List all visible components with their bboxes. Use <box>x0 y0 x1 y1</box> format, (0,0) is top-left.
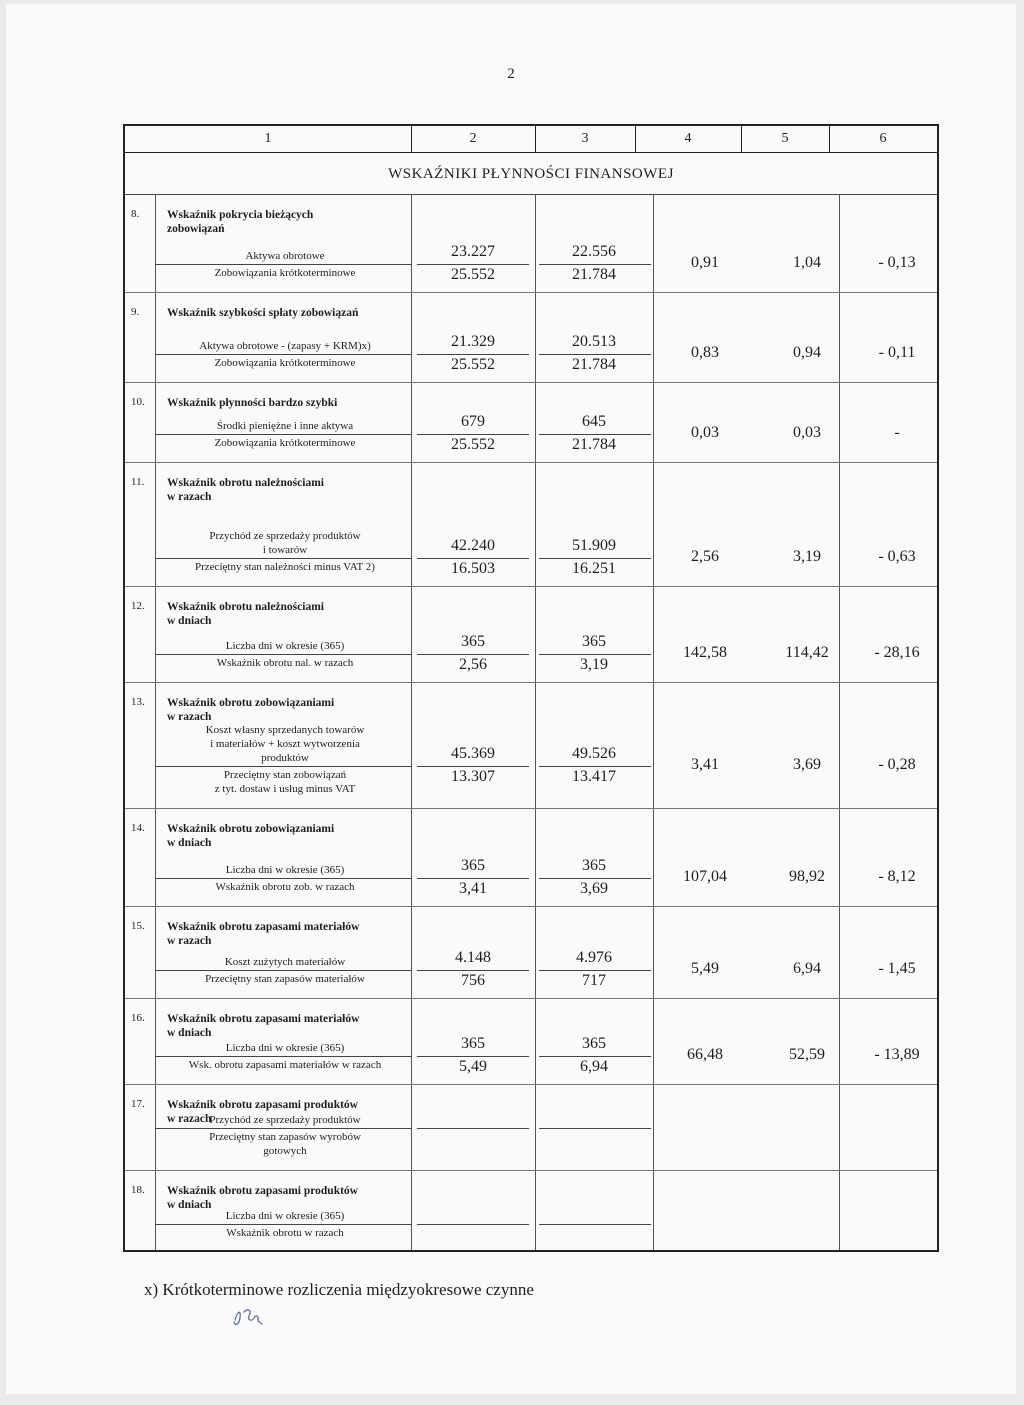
formula-denominator-line: Przeciętny stan zapasów wyrobów <box>209 1131 361 1143</box>
formula-numerator <box>159 419 411 433</box>
row-number: 13. <box>131 696 145 708</box>
fraction-line <box>155 434 411 435</box>
value-numerator: 365 <box>461 857 485 874</box>
ratio-value-c4: 0,91 <box>691 254 719 271</box>
value-denominator: 25.552 <box>451 266 495 283</box>
ratio-name <box>167 396 407 410</box>
ratio-value-c5: 6,94 <box>793 960 821 977</box>
ratio-value-c4: 66,48 <box>687 1046 723 1063</box>
value-numerator: 42.240 <box>451 537 495 554</box>
value-denominator: 25.552 <box>451 436 495 453</box>
table-row <box>125 382 937 462</box>
footnote: x) Krótkoterminowe rozliczenia międzyokresowe czynne <box>144 1280 534 1299</box>
ratio-value-c4: 3,41 <box>691 756 719 773</box>
formula-numerator <box>159 529 411 557</box>
fraction-line <box>155 354 411 355</box>
row-number: 15. <box>131 920 145 932</box>
value-denominator: 717 <box>582 972 606 989</box>
formula-denominator <box>159 880 411 894</box>
ratio-value-c4: 107,04 <box>683 868 727 885</box>
ratio-name <box>167 1184 407 1212</box>
ratio-value-c5: 52,59 <box>789 1046 825 1063</box>
value-denominator: 16.503 <box>451 560 495 577</box>
formula-denominator-line: Przeciętny stan należności minus VAT 2) <box>195 561 375 573</box>
ratio-name <box>167 696 407 724</box>
formula-numerator-line: Aktywa obrotowe - (zapasy + KRM)x) <box>199 340 371 352</box>
value-numerator: 4.148 <box>455 949 491 966</box>
ratio-name-line: Wskaźnik obrotu zapasami produktów <box>167 1185 358 1197</box>
formula-denominator-line: Zobowiązania krótkoterminowe <box>214 267 356 279</box>
formula-numerator <box>159 1209 411 1223</box>
value-numerator: 679 <box>461 413 485 430</box>
value-denominator: 13.417 <box>572 768 616 785</box>
value-fraction-line <box>417 878 529 879</box>
ratio-name-line: Wskaźnik obrotu zapasami materiałów <box>167 921 360 933</box>
value-denominator: 16.251 <box>572 560 616 577</box>
value-fraction-line <box>539 1224 651 1225</box>
section-title: WSKAŹNIKI PŁYNNOŚCI FINANSOWEJ <box>388 166 674 182</box>
ratio-name <box>167 476 407 504</box>
value-numerator: 365 <box>582 857 606 874</box>
header-col-1: 1 <box>264 131 272 146</box>
ratio-value-c6: - 13,89 <box>874 1046 920 1063</box>
value-denominator: 6,94 <box>580 1058 608 1075</box>
formula-numerator-line: Liczba dni w okresie (365) <box>225 1210 345 1222</box>
ratio-value-c5: 3,69 <box>793 756 821 773</box>
value-fraction-line <box>417 1128 529 1129</box>
formula-numerator-line: Aktywa obrotowe <box>245 250 325 262</box>
row-number: 10. <box>131 396 145 408</box>
row-number: 11. <box>131 476 145 488</box>
ratio-value-c5: 3,19 <box>793 548 821 565</box>
formula-numerator <box>159 639 411 653</box>
formula-denominator-line: gotowych <box>263 1145 307 1157</box>
value-denominator: 13.307 <box>451 768 495 785</box>
value-fraction-line <box>539 1128 651 1129</box>
ratio-value-c4: 5,49 <box>691 960 719 977</box>
value-numerator: 365 <box>461 1035 485 1052</box>
table-row <box>125 906 937 998</box>
value-numerator: 20.513 <box>572 333 616 350</box>
ratio-name-line: w razach <box>167 935 212 947</box>
value-fraction-line <box>417 766 529 767</box>
formula-numerator <box>159 249 411 263</box>
formula-numerator <box>159 723 411 765</box>
header-col-3: 3 <box>581 131 589 146</box>
fraction-line <box>155 1128 411 1129</box>
table-row <box>125 586 937 682</box>
formula-numerator-line: i materiałów + koszt wytworzenia <box>210 738 360 750</box>
row-number: 9. <box>131 306 140 318</box>
ratio-name-line: Wskaźnik obrotu zapasami produktów <box>167 1099 358 1111</box>
handwritten-signature <box>232 1306 266 1332</box>
formula-numerator-line: Koszt własny sprzedanych towarów <box>205 724 365 736</box>
ratio-name <box>167 1012 407 1040</box>
value-fraction-line <box>539 354 651 355</box>
formula-denominator-line: Wskaźnik obrotu zob. w razach <box>215 881 355 893</box>
ratio-value-c4: 0,03 <box>691 424 719 441</box>
header-col-6: 6 <box>879 131 887 146</box>
row-number: 16. <box>131 1012 145 1024</box>
fraction-line <box>155 1224 411 1225</box>
document-page <box>6 4 1016 1394</box>
formula-numerator-line: Liczba dni w okresie (365) <box>225 864 345 876</box>
value-numerator: 49.526 <box>572 745 616 762</box>
ratio-value-c4: 142,58 <box>683 644 727 661</box>
value-fraction-line <box>417 1224 529 1225</box>
ratio-name-line: w dniach <box>167 615 212 627</box>
table-row <box>125 998 937 1084</box>
row-number: 8. <box>131 208 140 220</box>
ratio-value-c6: - 0,28 <box>878 756 916 773</box>
value-denominator: 3,41 <box>459 880 487 897</box>
table-row <box>125 682 937 808</box>
ratio-name <box>167 208 407 236</box>
formula-numerator-line: Liczba dni w okresie (365) <box>225 640 345 652</box>
ratio-name <box>167 822 407 850</box>
ratio-value-c4: 0,83 <box>691 344 719 361</box>
formula-denominator-line: Przeciętny stan zobowiązań <box>223 769 347 781</box>
header-col-2: 2 <box>469 131 477 146</box>
fraction-line <box>155 1056 411 1057</box>
ratio-table <box>123 124 939 1252</box>
ratio-name-line: w dniach <box>167 1199 212 1211</box>
header-col-5: 5 <box>781 131 789 146</box>
ratio-value-c6: - 0,13 <box>878 254 916 271</box>
formula-numerator <box>159 1041 411 1055</box>
formula-numerator <box>159 1113 411 1127</box>
formula-denominator-line: Wskaźnik obrotu w razach <box>226 1227 344 1239</box>
value-fraction-line <box>539 264 651 265</box>
value-denominator: 21.784 <box>572 436 616 453</box>
formula-denominator <box>159 266 411 280</box>
value-fraction-line <box>417 558 529 559</box>
ratio-name-line: w dniach <box>167 837 212 849</box>
value-numerator: 365 <box>461 633 485 650</box>
ratio-name-line: w razach <box>167 491 212 503</box>
ratio-value-c5: 114,42 <box>785 644 829 661</box>
value-fraction-line <box>539 970 651 971</box>
value-fraction-line <box>417 970 529 971</box>
ratio-name-line: Wskaźnik obrotu zobowiązaniami <box>167 697 335 709</box>
table-row <box>125 1170 937 1252</box>
row-number: 12. <box>131 600 145 612</box>
ratio-name-line: Wskaźnik obrotu należnościami <box>167 477 324 489</box>
value-denominator: 21.784 <box>572 356 616 373</box>
formula-denominator-line: Zobowiązania krótkoterminowe <box>214 357 356 369</box>
formula-denominator <box>159 1130 411 1158</box>
ratio-value-c6: - 28,16 <box>874 644 920 661</box>
ratio-value-c6: - <box>894 424 900 441</box>
formula-denominator <box>159 356 411 370</box>
value-denominator: 2,56 <box>459 656 487 673</box>
value-denominator: 21.784 <box>572 266 616 283</box>
table-row <box>125 462 937 586</box>
value-numerator: 21.329 <box>451 333 495 350</box>
formula-numerator-line: Koszt zużytych materiałów <box>224 956 346 968</box>
value-numerator: 22.556 <box>572 243 616 260</box>
ratio-name-line: Wskaźnik pokrycia bieżących <box>167 209 314 221</box>
ratio-value-c6: - 8,12 <box>878 868 916 885</box>
ratio-name <box>167 306 407 320</box>
ratio-name-line: Wskaźnik obrotu należnościami <box>167 601 324 613</box>
formula-denominator <box>159 1226 411 1240</box>
ratio-name-line: Wskaźnik obrotu zobowiązaniami <box>167 823 335 835</box>
row-number: 18. <box>131 1184 145 1196</box>
table-row <box>125 1084 937 1170</box>
table-row <box>125 808 937 906</box>
ratio-name-line: w dniach <box>167 1027 212 1039</box>
value-fraction-line <box>539 878 651 879</box>
formula-denominator <box>159 768 411 796</box>
formula-denominator <box>159 436 411 450</box>
formula-numerator <box>159 955 411 969</box>
formula-denominator <box>159 1058 411 1072</box>
value-fraction-line <box>417 1056 529 1057</box>
formula-denominator <box>159 560 411 574</box>
fraction-line <box>155 558 411 559</box>
fraction-line <box>155 264 411 265</box>
value-numerator: 51.909 <box>572 537 616 554</box>
table-header-row <box>125 126 937 153</box>
value-denominator: 3,69 <box>580 880 608 897</box>
fraction-line <box>155 654 411 655</box>
formula-denominator <box>159 972 411 986</box>
value-fraction-line <box>539 1056 651 1057</box>
value-fraction-line <box>539 654 651 655</box>
formula-denominator-line: Zobowiązania krótkoterminowe <box>214 437 356 449</box>
row-number: 14. <box>131 822 145 834</box>
ratio-value-c6: - 1,45 <box>878 960 916 977</box>
formula-numerator-line: produktów <box>261 752 309 764</box>
ratio-name-line: Wskaźnik płynności bardzo szybki <box>167 397 338 409</box>
page-number: 2 <box>507 66 515 82</box>
value-numerator: 4.976 <box>576 949 612 966</box>
ratio-name <box>167 920 407 948</box>
fraction-line <box>155 970 411 971</box>
ratio-name <box>167 600 407 628</box>
signature-mark <box>232 1306 266 1328</box>
value-denominator: 5,49 <box>459 1058 487 1075</box>
ratio-value-c5: 0,94 <box>793 344 821 361</box>
formula-numerator <box>159 863 411 877</box>
ratio-value-c5: 0,03 <box>793 424 821 441</box>
ratio-value-c5: 98,92 <box>789 868 825 885</box>
formula-denominator <box>159 656 411 670</box>
ratio-name-line: Wskaźnik obrotu zapasami materiałów <box>167 1013 360 1025</box>
value-fraction-line <box>417 654 529 655</box>
value-numerator: 45.369 <box>451 745 495 762</box>
header-col-4: 4 <box>684 131 692 146</box>
value-fraction-line <box>417 264 529 265</box>
ratio-value-c6: - 0,11 <box>878 344 916 361</box>
value-numerator: 365 <box>582 633 606 650</box>
formula-denominator-line: Przeciętny stan zapasów materiałów <box>205 973 365 985</box>
formula-denominator-line: Wsk. obrotu zapasami materiałów w razach <box>188 1059 382 1071</box>
ratio-name-line: Wskaźnik szybkości spłaty zobowiązań <box>167 307 359 319</box>
formula-numerator-line: Środki pieniężne i inne aktywa <box>216 420 354 432</box>
value-fraction-line <box>539 434 651 435</box>
ratio-name-line: zobowiązań <box>167 223 225 235</box>
formula-numerator-line: Przychód ze sprzedaży produktów <box>209 530 361 542</box>
value-fraction-line <box>539 558 651 559</box>
formula-numerator <box>159 339 411 353</box>
value-fraction-line <box>539 766 651 767</box>
ratio-name-line: w razach <box>167 1113 212 1125</box>
fraction-line <box>155 878 411 879</box>
formula-numerator-line: Liczba dni w okresie (365) <box>225 1042 345 1054</box>
fraction-line <box>155 766 411 767</box>
table-row <box>125 194 937 292</box>
value-numerator: 23.227 <box>451 243 495 260</box>
value-numerator: 365 <box>582 1035 606 1052</box>
value-denominator: 3,19 <box>580 656 608 673</box>
ratio-value-c6: - 0,63 <box>878 548 916 565</box>
table-row <box>125 292 937 382</box>
ratio-name-line: w razach <box>167 711 212 723</box>
value-numerator: 645 <box>582 413 606 430</box>
ratio-value-c4: 2,56 <box>691 548 719 565</box>
row-number: 17. <box>131 1098 145 1110</box>
formula-denominator-line: z tyt. dostaw i usług minus VAT <box>214 783 356 795</box>
value-fraction-line <box>417 434 529 435</box>
formula-numerator-line: Przychód ze sprzedaży produktów <box>209 1114 361 1126</box>
formula-numerator-line: i towarów <box>262 544 308 556</box>
value-denominator: 25.552 <box>451 356 495 373</box>
ratio-value-c5: 1,04 <box>793 254 821 271</box>
formula-denominator-line: Wskaźnik obrotu nal. w razach <box>216 657 354 669</box>
value-fraction-line <box>417 354 529 355</box>
value-denominator: 756 <box>461 972 485 989</box>
